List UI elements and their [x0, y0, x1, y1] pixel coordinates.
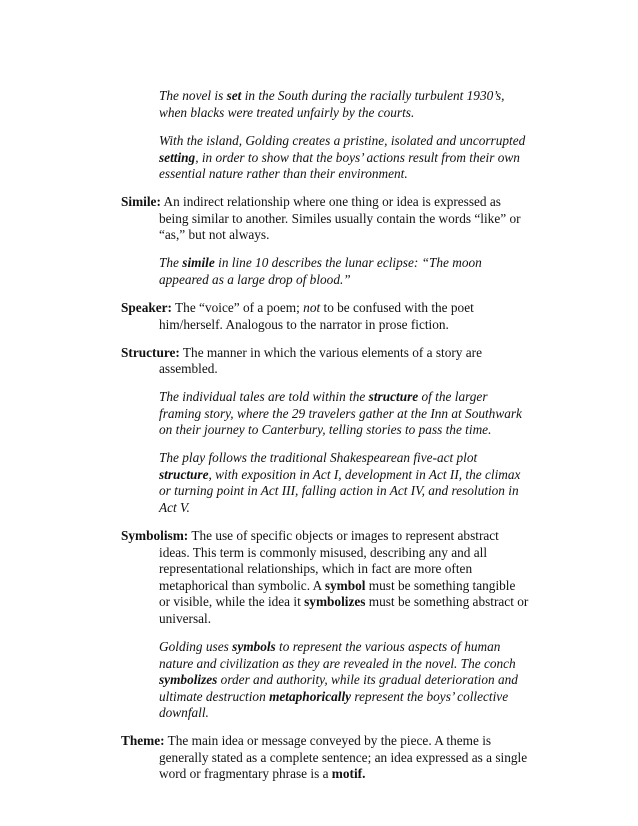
- simile-term: Simile:: [121, 194, 161, 209]
- simile-definition-line-3: “as,” but not always.: [159, 227, 270, 242]
- symbolism-definition-line-5: or visible, while the idea it symbolizes must be something abstract or: [159, 594, 529, 609]
- symbolism-definition-line-3: representational relationships, which in fact are more often: [159, 561, 473, 576]
- structure-example-1-line-3: on their journey to Canterbury, telling stories to pass the time.: [159, 422, 492, 437]
- setting-example-2-line-2: setting, in order to show that the boys’ actions result from their own: [159, 150, 520, 165]
- structure-example-1-line-1: The individual tales are told within the structure of the larger: [159, 389, 488, 404]
- symbolism-example-line-3: symbolizes order and authority, while its gradual deterioration and: [159, 672, 518, 687]
- speaker-term: Speaker:: [121, 300, 172, 315]
- structure-example-2-line-3: or turning point in Act III, falling action in Act IV, and resolution in: [159, 483, 519, 498]
- simile-example-line-2: appeared as a large drop of blood.”: [159, 272, 351, 287]
- symbolism-example-line-4: ultimate destruction metaphorically represent the boys’ collective: [159, 689, 509, 704]
- theme-definition-line-3: word or fragmentary phrase is a motif.: [159, 766, 366, 781]
- setting-example-1-line-1: The novel is set in the South during the racially turbulent 1930’s,: [159, 88, 505, 103]
- simile-definition-line-1: Simile: An indirect relationship where one thing or idea is expressed as: [121, 194, 501, 209]
- symbolism-definition-line-2: ideas. This term is commonly misused, describing any and all: [159, 545, 488, 560]
- symbolism-example-line-5: downfall.: [159, 705, 209, 720]
- simile-definition-line-2: being similar to another. Similes usually contain the words “like” or: [159, 211, 521, 226]
- setting-example-2-line-1: With the island, Golding creates a pristine, isolated and uncorrupted: [159, 133, 526, 148]
- symbolism-example-line-2: nature and civilization as they are revealed in the novel. The conch: [159, 656, 516, 671]
- symbolism-definition-line-4: metaphorical than symbolic. A symbol must be something tangible: [159, 578, 516, 593]
- symbolism-example-line-1: Golding uses symbols to represent the various aspects of human: [159, 639, 501, 654]
- setting-example-1-line-2: when blacks were treated unfairly by the courts.: [159, 105, 415, 120]
- symbolism-definition-line-1: Symbolism: The use of specific objects or images to represent abstract: [121, 528, 499, 543]
- structure-term: Structure:: [121, 345, 180, 360]
- theme-definition-line-2: generally stated as a complete sentence; an idea expressed as a single: [159, 750, 528, 765]
- structure-example-2-line-2: structure, with exposition in Act I, development in Act II, the climax: [159, 467, 521, 482]
- structure-example-2-line-1: The play follows the traditional Shakespearean five-act plot: [159, 450, 478, 465]
- theme-definition-line-1: Theme: The main idea or message conveyed by the piece. A theme is: [121, 733, 492, 748]
- theme-term: Theme:: [121, 733, 165, 748]
- structure-example-1-line-2: framing story, where the 29 travelers gather at the Inn at Southwark: [159, 406, 522, 421]
- structure-example-2-line-4: Act V.: [159, 500, 190, 515]
- structure-definition-line-1: Structure: The manner in which the various elements of a story are: [121, 345, 483, 360]
- simile-example-line-1: The simile in line 10 describes the lunar eclipse: “The moon: [159, 255, 482, 270]
- speaker-definition-line-2: him/herself. Analogous to the narrator in prose fiction.: [159, 317, 449, 332]
- symbolism-definition-line-6: universal.: [159, 611, 212, 626]
- structure-definition-line-2: assembled.: [159, 361, 218, 376]
- symbolism-term: Symbolism:: [121, 528, 189, 543]
- speaker-definition-line-1: Speaker: The “voice” of a poem; not to be confused with the poet: [121, 300, 474, 315]
- setting-example-2-line-3: essential nature rather than their environment.: [159, 166, 408, 181]
